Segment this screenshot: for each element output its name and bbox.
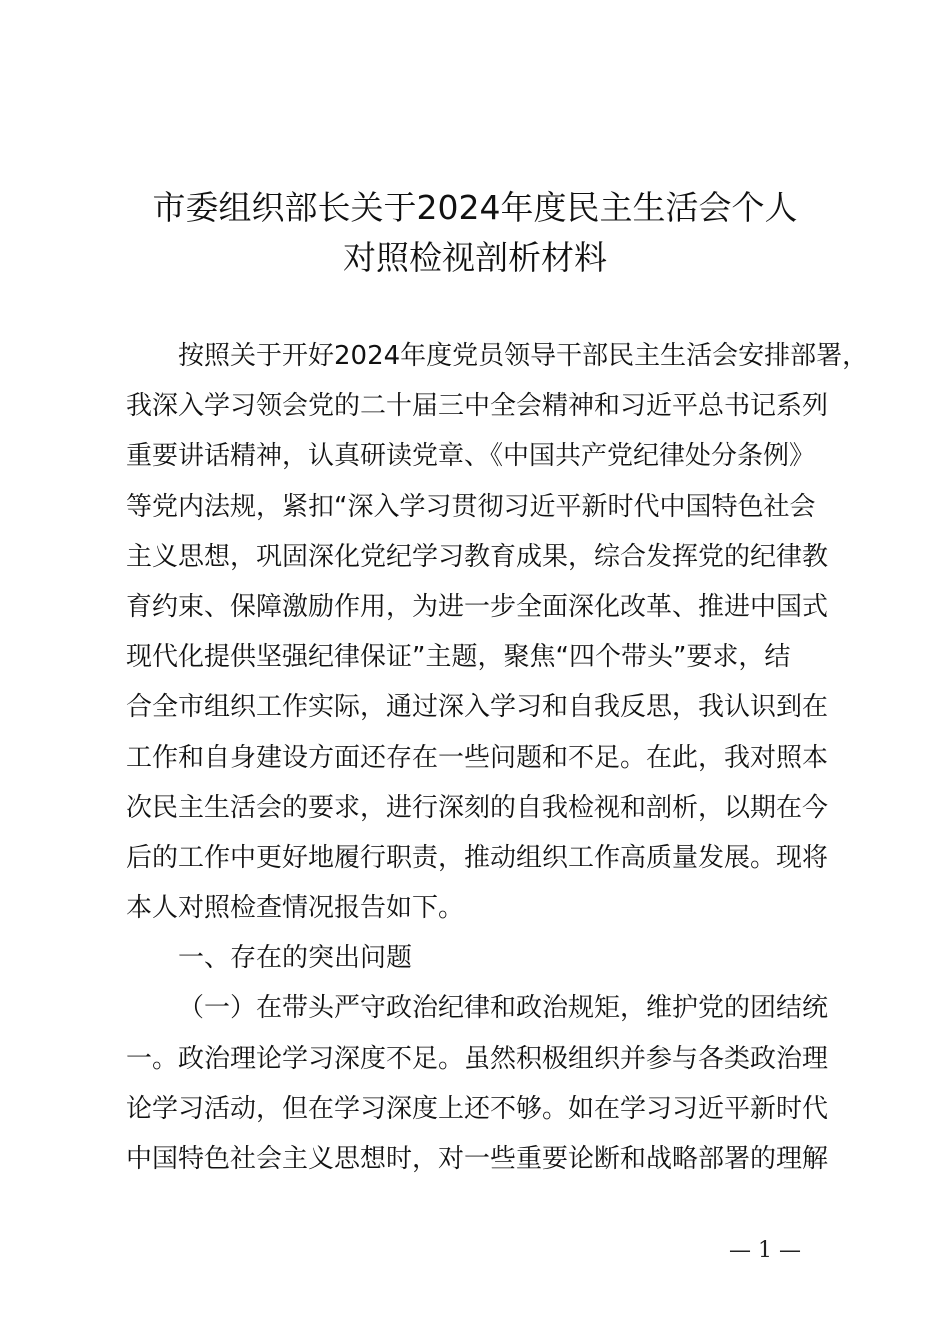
paragraph-line: 论学习活动，但在学习深度上还不够。如在学习习近平新时代 — [126, 1093, 829, 1124]
paragraph-line: 后的工作中更好地履行职责，推动组织工作高质量发展。现将 — [126, 842, 829, 873]
paragraph-line: 重要讲话精神，认真研读党章、《中国共产党纪律处分条例》 — [126, 441, 816, 472]
paragraph-line: 我深入学习领会党的二十届三中全会精神和习近平总书记系列 — [126, 391, 829, 422]
paragraph-line: 等党内法规，紧扣“深入学习贯彻习近平新时代中国特色社会 — [126, 491, 816, 522]
section-heading: 一、存在的突出问题 — [178, 943, 413, 974]
subsection-heading-line: （一）在带头严守政治纪律和政治规矩，维护党的团结统 — [178, 993, 829, 1024]
paragraph-line: 一。政治理论学习深度不足。虽然积极组织并参与各类政治理 — [126, 1043, 829, 1074]
paragraph-line: 中国特色社会主义思想时，对一些重要论断和战略部署的理解 — [126, 1144, 829, 1174]
paragraph-line: 工作和自身建设方面还存在一些问题和不足。在此，我对照本 — [126, 742, 829, 773]
paragraph-line: 合全市组织工作实际，通过深入学习和自我反思，我认识到在 — [126, 692, 829, 723]
paragraph-line: 主义思想，巩固深化党纪学习教育成果，综合发挥党的纪律教 — [126, 541, 829, 572]
paragraph-line: 本人对照检查情况报告如下。 — [126, 893, 465, 924]
page-number: — 1 — — [729, 1238, 801, 1263]
paragraph-line: 按照关于开好2024年度党员领导干部民主生活会安排部署， — [178, 341, 869, 371]
title-line-1: 市委组织部长关于2024年度民主生活会个人 — [152, 188, 798, 227]
document-title — [120, 183, 830, 283]
paragraph-line: 次民主生活会的要求，进行深刻的自我检视和剖析，以期在今 — [126, 792, 829, 823]
document-body — [126, 331, 869, 1184]
title-line-2: 对照检视剖析材料 — [343, 238, 607, 278]
paragraph-line: 现代化提供坚强纪律保证”主题，聚焦“四个带头”要求，结 — [126, 642, 791, 673]
paragraph-line: 育约束、保障激励作用，为进一步全面深化改革、推进中国式 — [126, 591, 829, 622]
